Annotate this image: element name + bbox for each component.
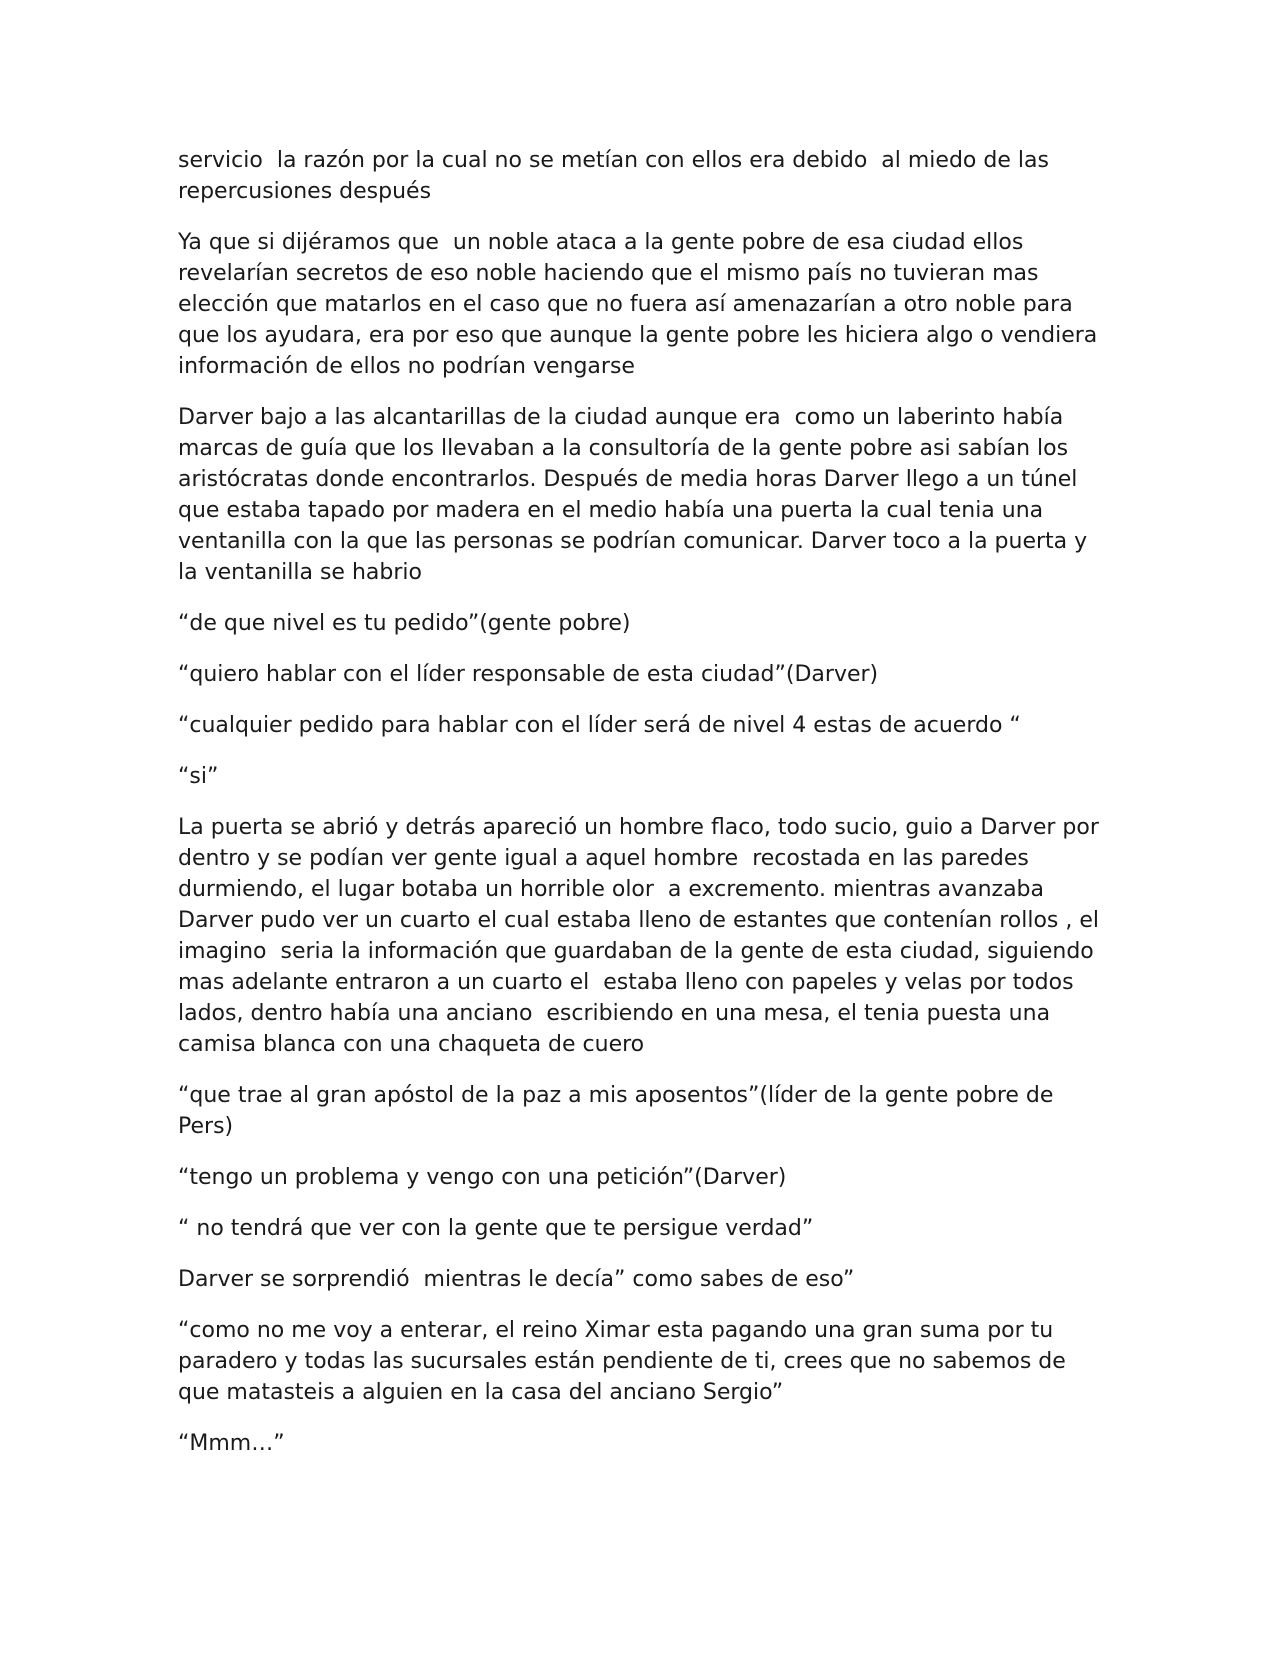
- paragraph: Darver se sorprendió mientras le decía” como sabes de eso”: [178, 1267, 855, 1292]
- document-page: [178, 145, 1108, 1479]
- dialogue-line: “quiero hablar con el líder responsable de esta ciudad”(Darver): [178, 662, 879, 687]
- paragraph: La puerta se abrió y detrás apareció un hombre flaco, todo sucio, guio a Darver por dentro y se podían ver gente igual a aquel hombre recostada en las paredes durmiendo, el lugar botaba un horrible olor a excremento. mientras avanzaba Darver pudo ver un cuarto el cual estaba lleno de estantes que contenían rollos , el imagino seria la información que guardaban de la gente de esta ciudad, siguiendo mas adelante entraron a un cuarto el estaba lleno con papeles y velas por todos lados, dentro había una anciano escribiendo en una mesa, el tenia puesta una camisa blanca con una chaqueta de cuero: [178, 815, 1106, 1057]
- paragraph: Darver bajo a las alcantarillas de la ciudad aunque era como un laberinto había marcas de guía que los llevaban a la consultoría de la gente pobre asi sabían los aristócratas donde encontrarlos. Después de media horas Darver llego a un túnel que estaba tapado por madera en el medio había una puerta la cual tenia una ventanilla con la que las personas se podrían comunicar. Darver toco a la puerta y la ventanilla se habrio: [178, 405, 1102, 585]
- dialogue-line: “ no tendrá que ver con la gente que te persigue verdad”: [178, 1216, 814, 1241]
- paragraph: servicio la razón por la cual no se metían con ellos era debido al miedo de las repercusiones después: [178, 148, 1056, 204]
- dialogue-line: “tengo un problema y vengo con una petición”(Darver): [178, 1165, 787, 1190]
- dialogue-line: “Mmm…”: [178, 1431, 285, 1456]
- dialogue-line: “que trae al gran apóstol de la paz a mis aposentos”(líder de la gente pobre de Pers): [178, 1083, 1061, 1139]
- paragraph: Ya que si dijéramos que un noble ataca a la gente pobre de esa ciudad ellos revelarían secretos de eso noble haciendo que el mismo país no tuvieran mas elección que matarlos en el caso que no fuera así amenazarían a otro noble para que los ayudara, era por eso que aunque la gente pobre les hiciera algo o vendiera información de ellos no podrían vengarse: [178, 230, 1105, 379]
- dialogue-line: “como no me voy a enterar, el reino Ximar esta pagando una gran suma por tu paradero y todas las sucursales están pendiente de ti, crees que no sabemos de que matasteis a alguien en la casa del anciano Sergio”: [178, 1318, 1073, 1405]
- dialogue-line: “de que nivel es tu pedido”(gente pobre): [178, 611, 631, 636]
- dialogue-line: “si”: [178, 764, 219, 789]
- dialogue-line: “cualquier pedido para hablar con el líder será de nivel 4 estas de acuerdo “: [178, 713, 1021, 738]
